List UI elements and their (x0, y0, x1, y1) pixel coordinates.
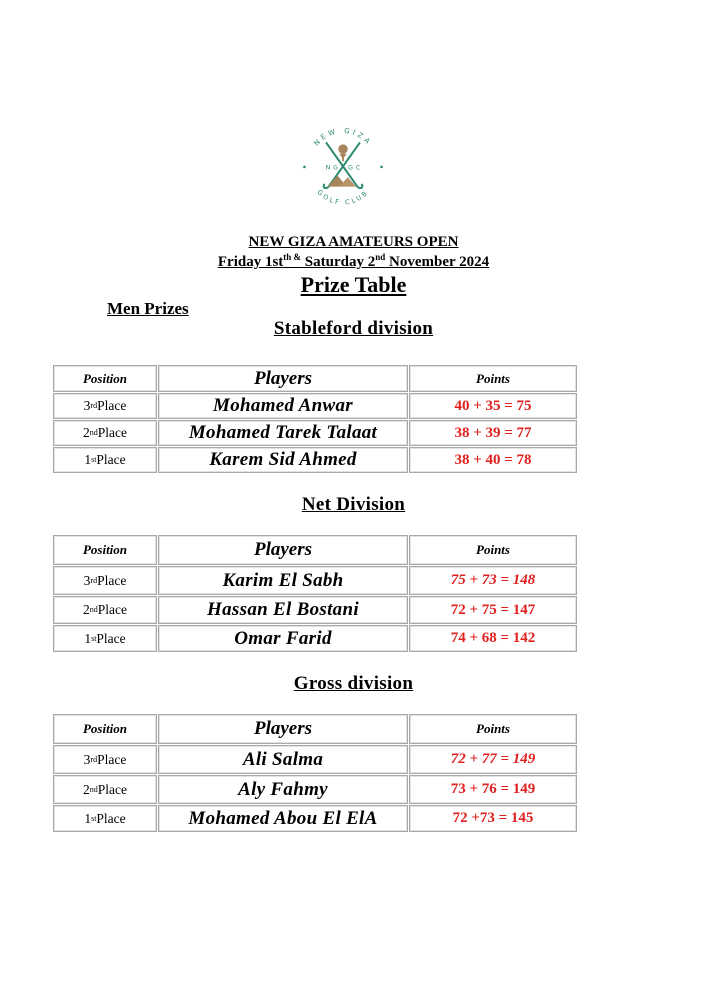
column-header-players: Players (158, 535, 408, 565)
player-name: Ali Salma (158, 745, 408, 774)
player-name: Hassan El Bostani (158, 596, 408, 624)
column-header-points: Points (409, 714, 577, 744)
event-date: Friday $1st^{th \&}$ Saturday 2nd November 2024 (217, 252, 490, 270)
golf-club-emblem-icon (296, 118, 390, 212)
position-cell: 3 rd Place (53, 566, 157, 595)
player-name: Aly Fahmy (158, 775, 408, 804)
division-title-stableford: Stableford division (273, 318, 434, 339)
table-row (53, 625, 578, 652)
column-header-players: Players (158, 714, 408, 744)
player-name: Karem Sid Ahmed (158, 447, 408, 473)
table-row (53, 420, 578, 446)
column-header-position: Position (53, 714, 157, 744)
column-header-points: Points (409, 365, 577, 392)
table-header-row (53, 535, 578, 565)
points-cell: 38 + 39 = 77 (409, 420, 577, 446)
points-cell: 72 +73 = 145 (409, 805, 577, 832)
player-name: Mohamed Tarek Talaat (158, 420, 408, 446)
position-cell: 2 nd Place (53, 420, 157, 446)
position-cell: 1 st Place (53, 447, 157, 473)
table-row (53, 566, 578, 595)
points-cell: 38 + 40 = 78 (409, 447, 577, 473)
page-title: Prize Table (300, 272, 407, 297)
svg-text:NEW GIZA: NEW GIZA (311, 125, 375, 148)
position-cell: 3 rd Place (53, 745, 157, 774)
club-logo (296, 118, 390, 212)
points-cell: 72 + 77 = 149 (409, 745, 577, 774)
svg-text:GOLF CLUB: GOLF CLUB (315, 188, 371, 207)
column-header-position: Position (53, 535, 157, 565)
player-name: Mohamed Anwar (158, 393, 408, 419)
table-row (53, 596, 578, 624)
points-cell: 72 + 75 = 147 (409, 596, 577, 624)
player-name: Karim El Sabh (158, 566, 408, 595)
player-name: Omar Farid (158, 625, 408, 652)
table-row (53, 805, 578, 832)
svg-text:C: C (355, 164, 361, 172)
table-header-row (53, 714, 578, 744)
svg-text:N: N (325, 164, 331, 172)
position-cell: 1 st Place (53, 805, 157, 832)
column-header-players: Players (158, 365, 408, 392)
points-cell: 40 + 35 = 75 (409, 393, 577, 419)
category-label: Men Prizes (107, 299, 189, 318)
svg-text:G: G (333, 164, 338, 172)
position-cell: 2 nd Place (53, 596, 157, 624)
points-cell: 75 + 73 = 148 (409, 566, 577, 595)
table-header-row (53, 365, 578, 392)
position-cell: 1 st Place (53, 625, 157, 652)
points-cell: 74 + 68 = 142 (409, 625, 577, 652)
position-cell: 3 rd Place (53, 393, 157, 419)
division-title-gross: Gross division (293, 673, 414, 694)
table-row (53, 775, 578, 804)
svg-text:G: G (348, 164, 353, 172)
table-row (53, 393, 578, 419)
player-name: Mohamed Abou El ElA (158, 805, 408, 832)
column-header-points: Points (409, 535, 577, 565)
division-title-net: Net Division (301, 494, 406, 515)
event-title: NEW GIZA AMATEURS OPEN (248, 234, 459, 250)
table-row (53, 447, 578, 473)
column-header-position: Position (53, 365, 157, 392)
table-row (53, 745, 578, 774)
position-cell: 2 nd Place (53, 775, 157, 804)
points-cell: 73 + 76 = 149 (409, 775, 577, 804)
